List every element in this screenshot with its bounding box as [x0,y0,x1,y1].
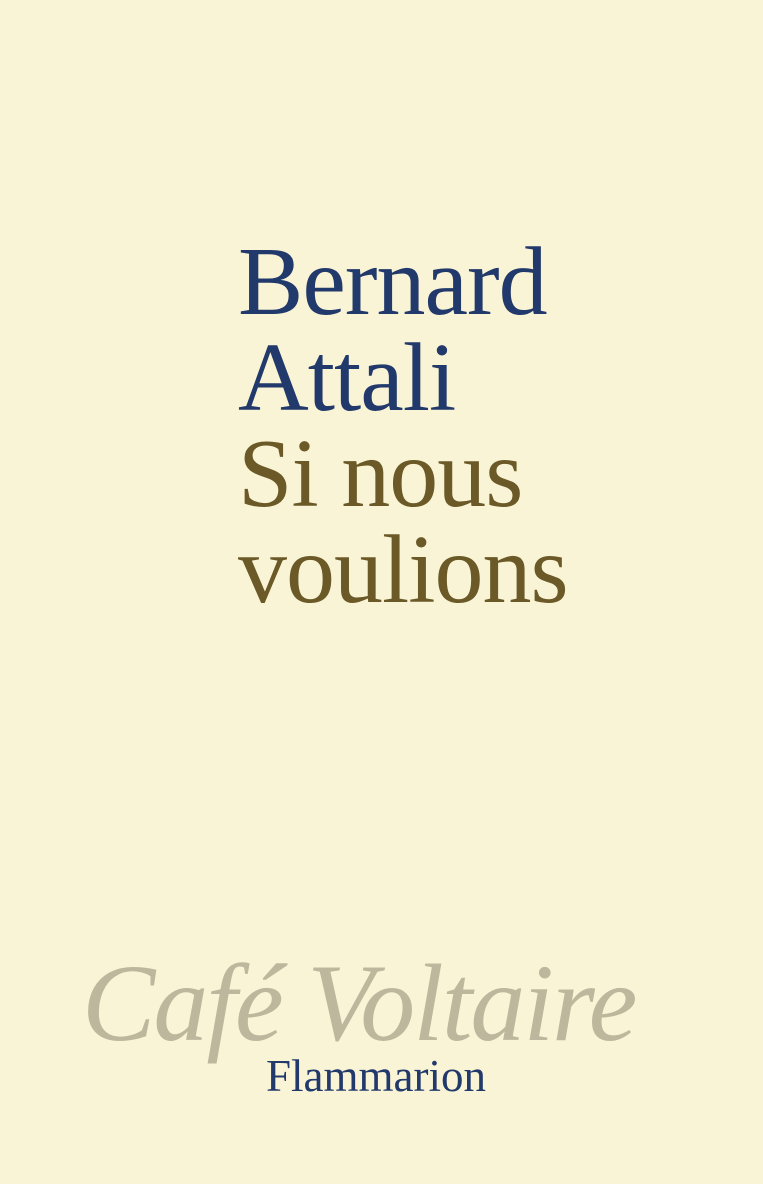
author-name-line-2: Attali [238,324,456,432]
collection-logo: Café Voltaire [82,942,636,1064]
publisher-logo: Flammarion [266,1051,486,1101]
author-title-block [238,228,568,624]
book-title-line-2: voulions [238,516,568,624]
book-title-line-1: Si nous [238,420,523,528]
author-name-line-1: Bernard [238,228,547,336]
